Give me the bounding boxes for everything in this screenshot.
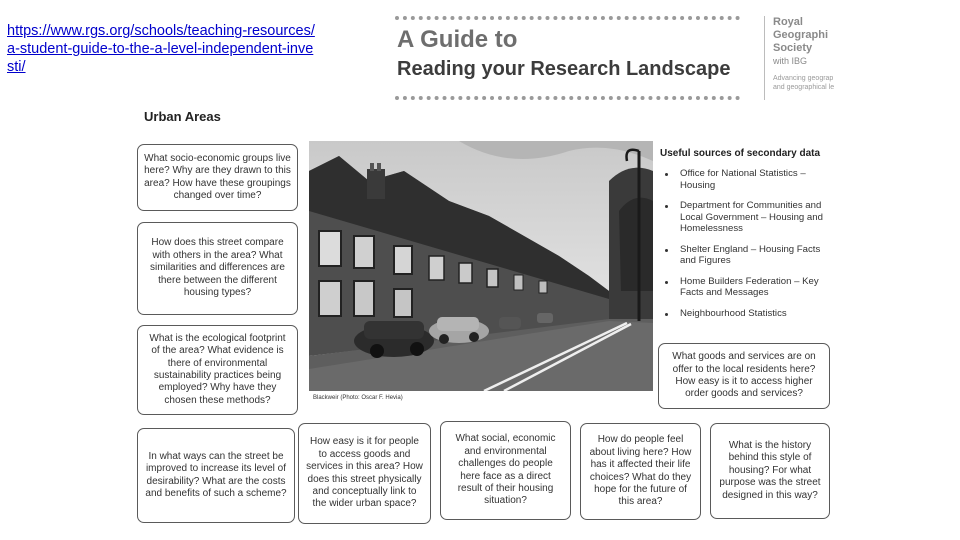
source-item (660, 244, 832, 267)
street-photo (309, 141, 653, 391)
source-item (660, 308, 832, 320)
header-title-line1: A Guide to (397, 26, 518, 53)
question-box-street-comparison: How does this street compare with others in the area? What similarities and differences are there between the different housing types? (137, 222, 298, 315)
bullet-icon (665, 281, 668, 284)
question-box-social-challenges: What social, economic and environmental challenges do people here face as a direct result of their housing situation? (440, 421, 571, 520)
bullet-icon (665, 249, 668, 252)
source-item-label: Shelter England – Housing Facts and Figures (680, 243, 821, 266)
street-photo-illustration (309, 141, 653, 391)
question-box-housing-history: What is the history behind this style of housing? For what purpose was the street designed in this way? (710, 423, 830, 519)
secondary-sources-panel (660, 148, 832, 328)
bullet-icon (665, 173, 668, 176)
source-item-label: Office for National Statistics – Housing (680, 168, 806, 191)
question-box-street-improvement: In what ways can the street be improved to increase its level of desirability? What are the costs and benefits of such a scheme? (137, 428, 295, 523)
source-item (660, 276, 832, 299)
header-title-line2: Reading your Research Landscape (397, 58, 731, 80)
question-box-resident-feelings: How do people feel about living here? How has it affected their life choices? What do they hope for the future of this area? (580, 423, 701, 520)
source-item-label: Department for Communities and Local Government – Housing and Homelessness (680, 200, 823, 234)
header-top-dotted-rule (395, 16, 740, 20)
rgs-logo (773, 16, 835, 104)
section-title: Urban Areas (144, 109, 221, 124)
question-box-access-services: How easy is it for people to access goods and services in this area? How does this street physically and conceptually link to the wider urban space? (298, 423, 431, 524)
bullet-icon (665, 205, 668, 208)
bullet-icon (665, 313, 668, 316)
source-item-label: Neighbourhood Statistics (680, 307, 787, 319)
source-url-link[interactable]: https://www.rgs.org/schools/teaching-resources/a-student-guide-to-the-a-level-independent-investi/ (7, 23, 315, 75)
source-item-label: Home Builders Federation – Key Facts and Messages (680, 275, 819, 298)
header-bottom-dotted-rule (395, 96, 740, 100)
logo-divider (764, 16, 765, 100)
rgs-logo-name: Royal Geographi Society (773, 16, 829, 54)
photo-caption: Blackweir (Photo: Oscar F. Hevia) (313, 395, 403, 401)
question-box-socio-economic: What socio-economic groups live here? Why are they drawn to this area? How have these groupings changed over time? (137, 144, 298, 211)
rgs-logo-with: with IBG (773, 56, 808, 66)
rgs-logo-tagline: Advancing geograp and geographical le (773, 75, 835, 91)
source-item (660, 200, 832, 235)
sources-heading: Useful sources of secondary data (660, 148, 821, 159)
question-box-ecological-footprint: What is the ecological footprint of the area? What evidence is there of environmental sustainability practices being employed? Why have they chosen these methods? (137, 325, 298, 415)
question-box-goods-services: What goods and services are on offer to the local residents here? How easy is it to access higher order goods and services? (658, 343, 830, 409)
source-item (660, 168, 832, 191)
